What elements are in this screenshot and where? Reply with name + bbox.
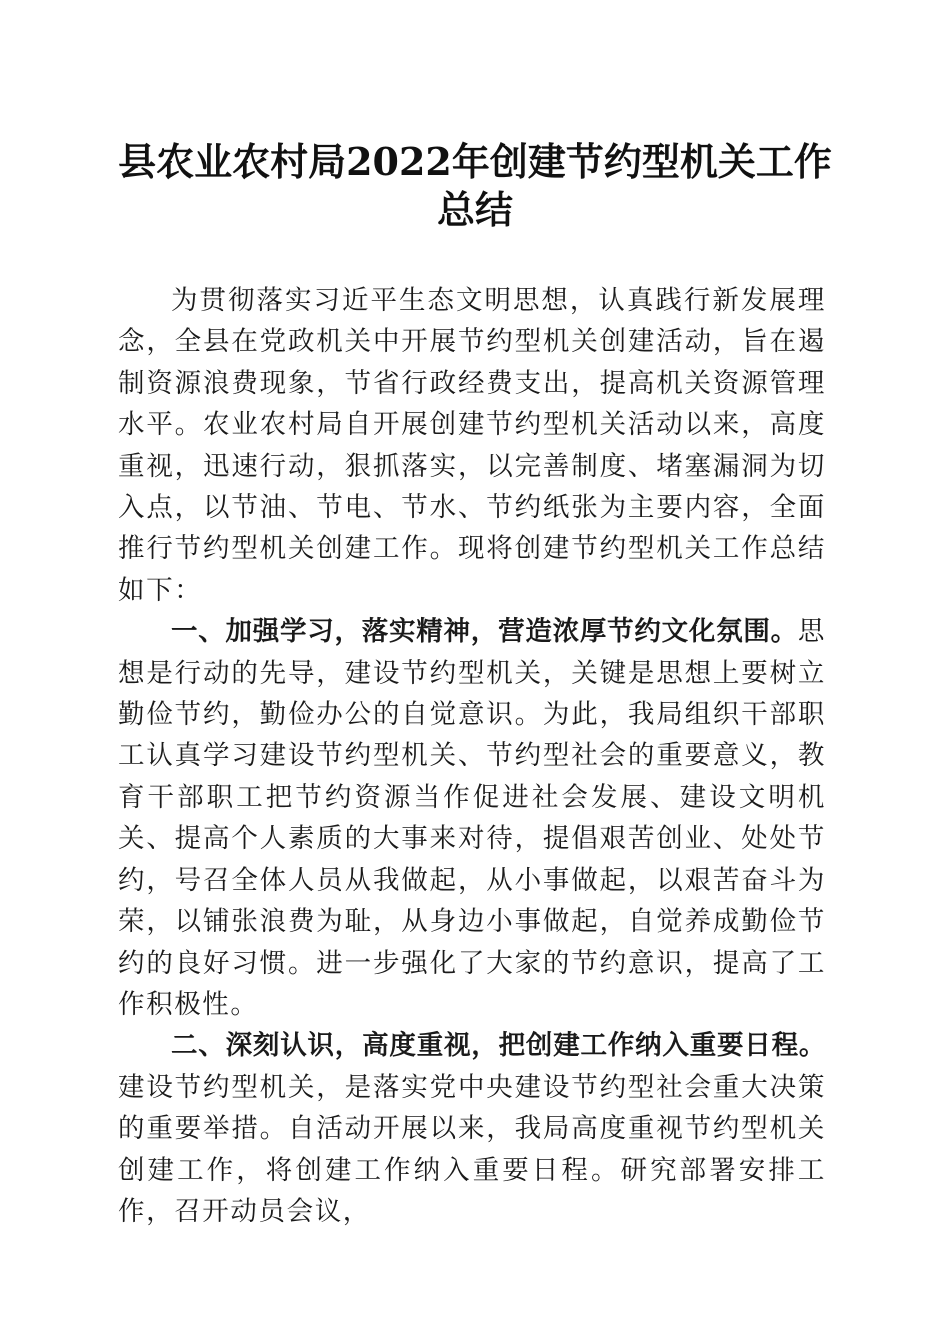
section-heading-1: 一、加强学习，落实精神，营造浓厚节约文化氛围。	[171, 616, 798, 648]
section-heading-2: 二、深刻认识，高度重视，把创建工作纳入重要日程。	[171, 1030, 826, 1062]
document-body	[118, 280, 826, 1232]
intro-paragraph: 为贯彻落实习近平生态文明思想，认真践行新发展理念，全县在党政机关中开展节约型机关创建活动，旨在遏制资源浪费现象，节省行政经费支出，提高机关资源管理水平。农业农村局自开展创建节约型机关活动以来，高度重视，迅速行动，狠抓落实，以完善制度、堵塞漏洞为切入点，以节油、节电、节水、节约纸张为主要内容，全面推行节约型机关创建工作。现将创建节约型机关工作总结如下：	[118, 285, 826, 606]
section-body-1: 思想是行动的先导，建设节约型机关，关键是思想上要树立勤俭节约，勤俭办公的自觉意识。为此，我局组织干部职工认真学习建设节约型机关、节约型社会的重要意义，教育干部职工把节约资源当作促进社会发展、建设文明机关、提高个人素质的大事来对待，提倡艰苦创业、处处节约，号召全体人员从我做起，从小事做起，以艰苦奋斗为荣，以铺张浪费为耻，从身边小事做起，自觉养成勤俭节约的良好习惯。进一步强化了大家的节约意识，提高了工作积极性。	[118, 616, 826, 1020]
section-paragraph-2	[118, 1025, 826, 1232]
document-title: 县农业农村局2022年创建节约型机关工作总结	[118, 139, 832, 232]
section-body-2: 建设节约型机关，是落实党中央建设节约型社会重大决策的重要举措。自活动开展以来，我局高度重视节约型机关创建工作，将创建工作纳入重要日程。研究部署安排工作，召开动员会议，	[118, 1071, 826, 1227]
section-paragraph-1	[118, 611, 826, 1025]
